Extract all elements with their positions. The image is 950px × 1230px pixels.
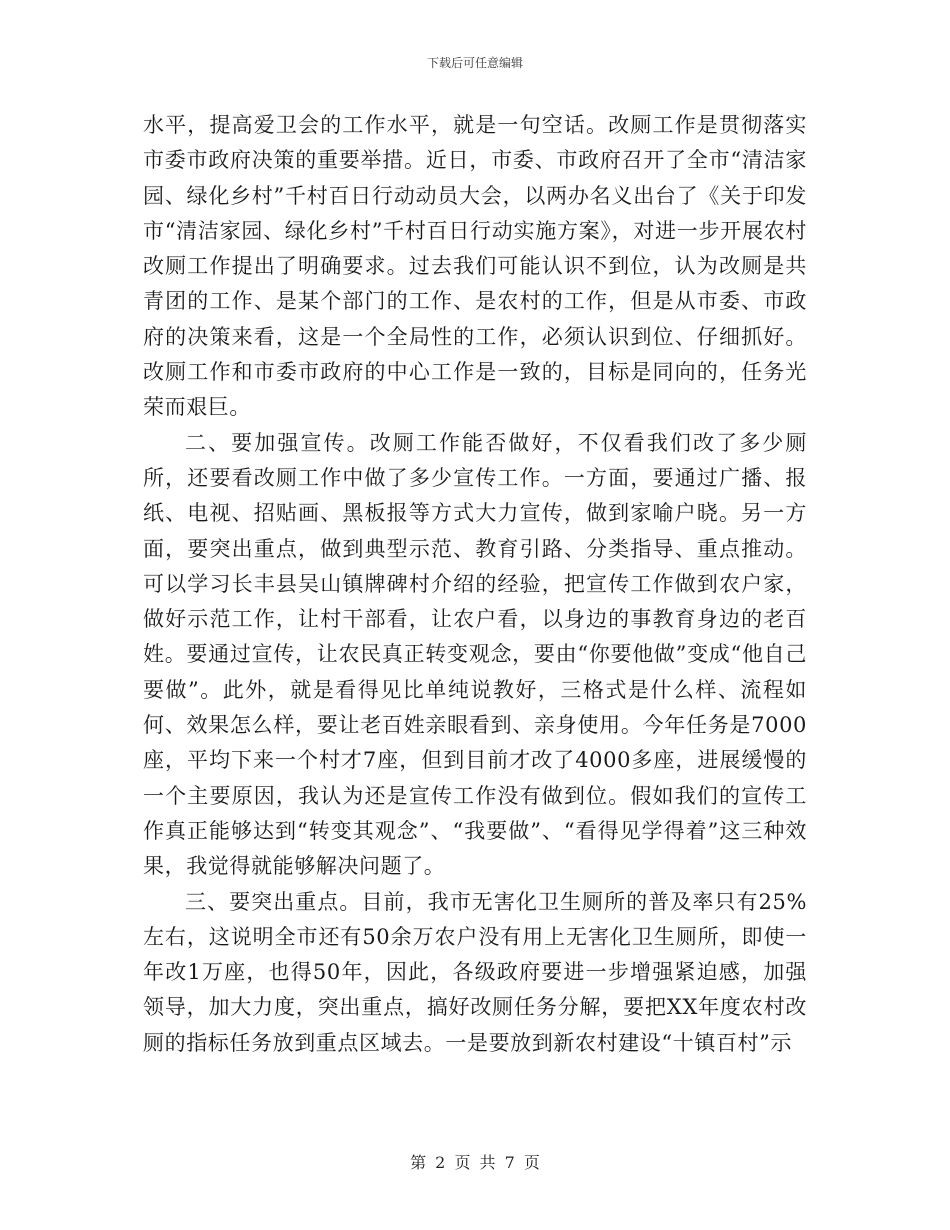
page-header-note: 下载后可任意编辑: [426, 56, 523, 70]
paragraph-section-three: 三、要突出重点。目前，我市无害化卫生厕所的普及率只有25%左右，这说明全市还有50余万农户没有用上无害化卫生厕所，即使一年改1万座，也得50年，因此，各级政府要进一步增强紧迫感，加强领导，加大力度，突出重点，搞好改厕任务分解，要把XX年度农村改厕的指标任务放到重点区域去。一是要放到新农村建设“十镇百村”示: [143, 889, 807, 1055]
paragraph-section-two: 二、要加强宣传。改厕工作能否做好，不仅看我们改了多少厕所，还要看改厕工作中做了多少宣传工作。一方面，要通过广播、报纸、电视、招贴画、黑板报等方式大力宣传，做到家喻户晓。另一方面，要突出重点，做到典型示范、教育引路、分类指导、重点推动。可以学习长丰县吴山镇牌碑村介绍的经验，把宣传工作做到农户家，做好示范工作，让村干部看，让农户看，以身边的事教育身边的老百姓。要通过宣传，让农民真正转变观念，要由“你要他做”变成“他自己要做”。此外，就是看得见比单纯说教好，三格式是什么样、流程如何、效果怎么样，要让老百姓亲眼看到、亲身使用。今年任务是7000座，平均下来一个村才7座，但到目前才改了4000多座，进展缓慢的一个主要原因，我认为还是宣传工作没有做到位。假如我们的宣传工作真正能够达到“转变其观念”、“我要做”、“看得见学得着”这三种效果，我觉得就能够解决问题了。: [143, 430, 807, 879]
page-number-footer: 第 2 页 共 7 页: [410, 1153, 540, 1172]
paragraph-continuation: 水平，提高爱卫会的工作水平，就是一句空话。改厕工作是贯彻落实市委市政府决策的重要举措。近日，市委、市政府召开了全市“清洁家园、绿化乡村”千村百日行动动员大会，以两办名义出台了《关于印发市“清洁家园、绿化乡村”千村百日行动实施方案》，对进一步开展农村改厕工作提出了明确要求。过去我们可能认识不到位，认为改厕是共青团的工作、是某个部门的工作、是农村的工作，但是从市委、市政府的决策来看，这是一个全局性的工作，必须认识到位、仔细抓好。改厕工作和市委市政府的中心工作是一致的，目标是同向的，任务光荣而艰巨。: [143, 113, 807, 420]
document-body: [143, 108, 807, 1061]
